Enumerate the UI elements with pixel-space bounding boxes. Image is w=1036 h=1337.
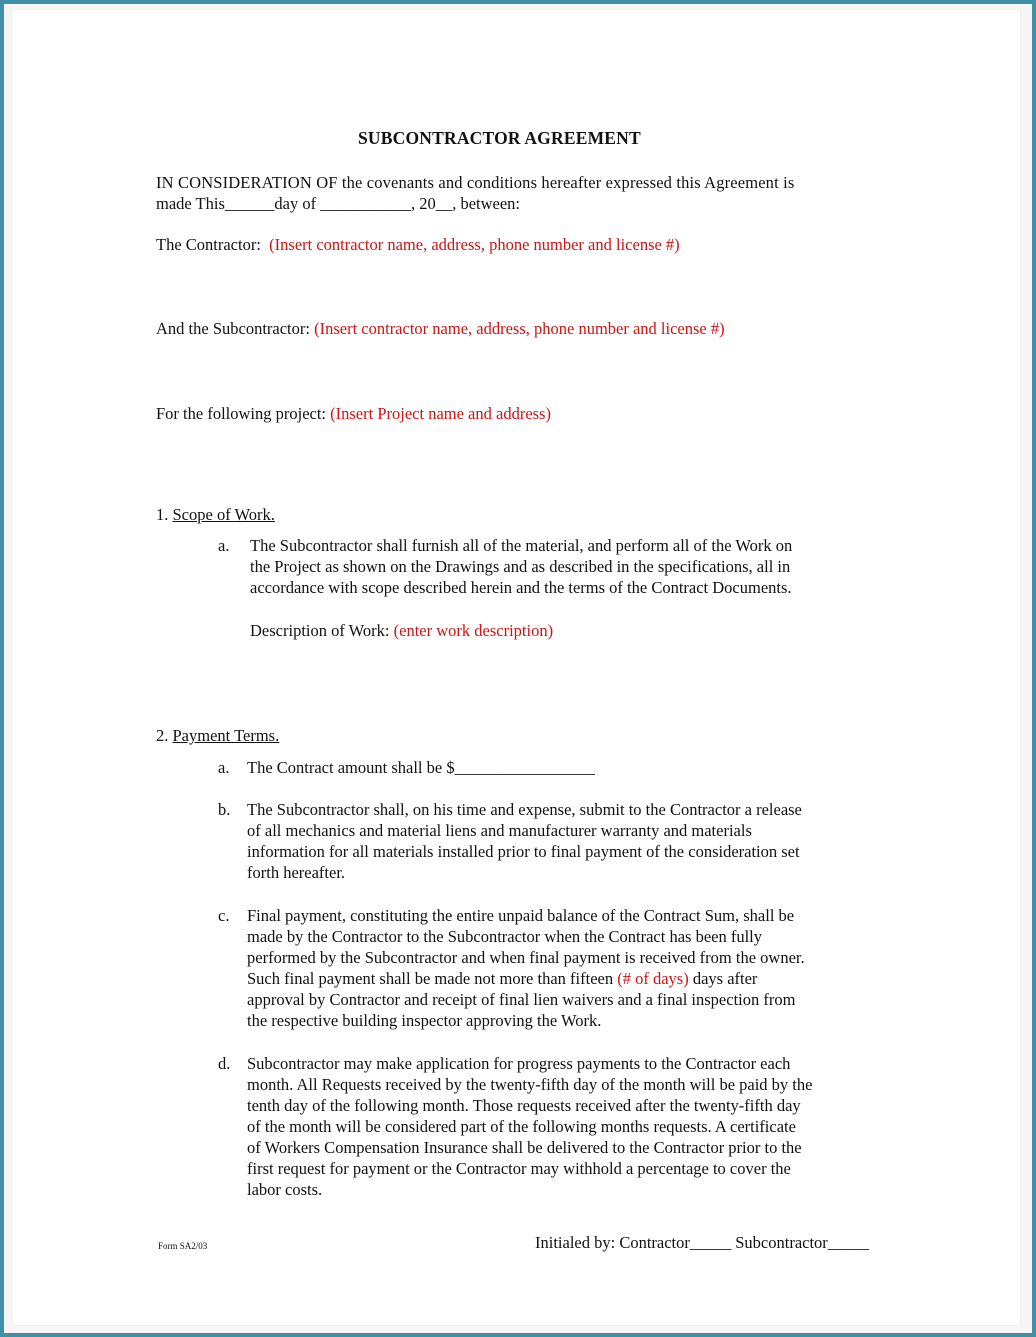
- section-2-item-b-line-1: The Subcontractor shall, on his time and expense, submit to the Contractor a release: [247, 800, 802, 819]
- section-2-item-d-line-3: tenth day of the following month. Those requests received after the twenty-fifth day: [247, 1096, 801, 1115]
- project-label: For the following project:: [156, 404, 327, 423]
- item-c-line-4-after: days after: [692, 969, 758, 988]
- section-2-item-c-line-3: performed by the Subcontractor and when final payment is received from the owner.: [247, 948, 805, 967]
- section-2-item-d-line-2: month. All Requests received by the twenty-fifth day of the month will be paid by the: [247, 1075, 813, 1094]
- contractor-placeholder: (Insert contractor name, address, phone number and license #): [269, 235, 680, 254]
- project-placeholder: (Insert Project name and address): [330, 404, 551, 423]
- section-2-item-a-marker: a.: [218, 758, 230, 777]
- section-2-item-b-line-3: information for all materials installed prior to final payment of the consideration set: [247, 842, 800, 861]
- section-1-item-a-line-1: The Subcontractor shall furnish all of the material, and perform all of the Work on: [250, 536, 793, 555]
- description-placeholder: (enter work description): [393, 621, 554, 640]
- section-1-item-a-line-3: accordance with scope described herein and the terms of the Contract Documents.: [250, 578, 792, 597]
- intro-line-2: made This______day of ___________, 20__, between:: [156, 194, 521, 213]
- section-2-item-b-line-4: forth hereafter.: [247, 863, 346, 882]
- section-2-number: 2.: [156, 726, 169, 745]
- contractor-label: The Contractor:: [156, 235, 261, 254]
- section-2-item-c-line-2: made by the Contractor to the Subcontractor when the Contract has been fully: [247, 927, 763, 946]
- section-2-title: Payment Terms.: [172, 726, 280, 745]
- document-title: SUBCONTRACTOR AGREEMENT: [358, 128, 641, 148]
- section-2-item-d-line-4: of the month will be considered part of the following months requests. A certificate: [247, 1117, 796, 1136]
- document-page: [12, 10, 1020, 1325]
- subcontractor-label: And the Subcontractor:: [156, 319, 310, 338]
- description-label: Description of Work:: [250, 621, 390, 640]
- initials-line: Initialed by: Contractor_____ Subcontractor_____: [535, 1233, 870, 1252]
- description-of-work-line: [250, 620, 553, 641]
- section-2-item-d-line-1: Subcontractor may make application for progress payments to the Contractor each: [247, 1054, 791, 1073]
- section-2-item-d-line-7: labor costs.: [247, 1180, 323, 1199]
- section-2-item-c-line-4: [247, 968, 757, 989]
- section-2-item-b-line-2: of all mechanics and material liens and manufacturer warranty and materials: [247, 821, 752, 840]
- section-2-item-d-line-5: of Workers Compensation Insurance shall be delivered to the Contractor prior to the: [247, 1138, 802, 1157]
- days-placeholder: (# of days): [617, 969, 689, 988]
- section-2-item-c-line-5: approval by Contractor and receipt of final lien waivers and a final inspection from: [247, 990, 796, 1009]
- section-2-item-d-line-6: first request for payment or the Contractor may withhold a percentage to cover the: [247, 1159, 791, 1178]
- intro-line-1: IN CONSIDERATION OF the covenants and conditions hereafter expressed this Agreement is: [156, 173, 795, 192]
- section-2-item-c-marker: c.: [218, 906, 230, 925]
- contract-amount-line: The Contract amount shall be $_________________: [247, 758, 595, 777]
- form-id: Form SA2/03: [158, 1241, 208, 1251]
- subcontractor-line: [156, 318, 725, 339]
- section-2-item-b-marker: b.: [218, 800, 231, 819]
- project-line: [156, 403, 551, 424]
- subcontractor-placeholder: (Insert contractor name, address, phone number and license #): [314, 319, 725, 338]
- section-1-heading: [156, 504, 275, 525]
- section-1-title: Scope of Work.: [172, 505, 275, 524]
- section-1-item-a-line-2: the Project as shown on the Drawings and as described in the specifications, all in: [250, 557, 791, 576]
- section-2-heading: [156, 725, 279, 746]
- section-1-item-a-marker: a.: [218, 536, 230, 555]
- section-1-number: 1.: [156, 505, 169, 524]
- contractor-line: [156, 234, 680, 255]
- section-2-item-d-marker: d.: [218, 1054, 231, 1073]
- section-2-item-c-line-1: Final payment, constituting the entire unpaid balance of the Contract Sum, shall be: [247, 906, 795, 925]
- section-2-item-c-line-6: the respective building inspector approving the Work.: [247, 1011, 602, 1030]
- item-c-line-4-before: Such final payment shall be made not more than fifteen: [247, 969, 614, 988]
